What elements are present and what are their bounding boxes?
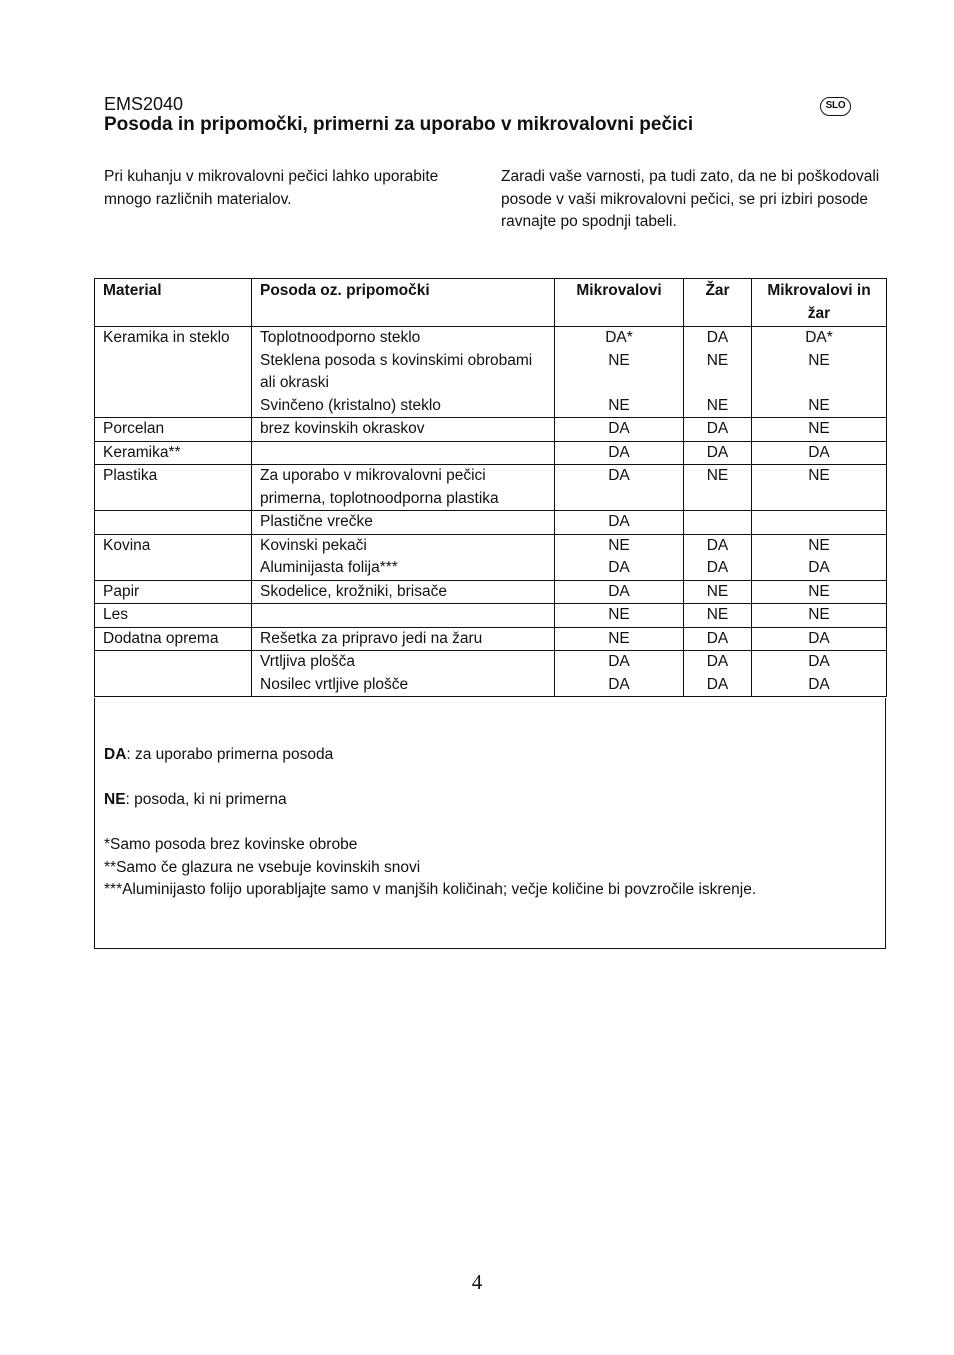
legend-note: **Samo če glazura ne vsebuje kovinskih snovi (104, 858, 421, 876)
table-row (95, 651, 887, 697)
cell-items-line: Steklena posoda s kovinskimi obrobami (260, 351, 533, 369)
header-material: Material (95, 279, 252, 327)
table-row (95, 465, 887, 511)
cell-items (252, 534, 555, 580)
cell-items-line (260, 442, 546, 465)
cell-items-line: Skodelice, krožniki, brisače (260, 582, 447, 600)
cell-grill (684, 441, 752, 465)
cell-items-line: Rešetka za pripravo jedi na žaru (260, 629, 483, 647)
header-items: Posoda oz. pripomočki (252, 279, 555, 327)
cell-microwave-line: NE (608, 629, 630, 647)
cell-microwave-grill-line: NE (808, 351, 830, 369)
cell-grill-line: DA (706, 559, 729, 576)
cell-microwave-line: DA (608, 559, 630, 576)
cell-items-line: Plastične vrečke (260, 513, 373, 530)
page-number: 4 (471, 1270, 483, 1294)
table-row (95, 580, 887, 604)
cell-items-line: Kovinski pekači (260, 536, 367, 554)
cell-microwave-grill (752, 441, 887, 465)
cell-microwave-line: DA (608, 467, 630, 484)
cell-items-line: Nosilec vrtljive plošče (260, 675, 409, 693)
cell-items (252, 604, 555, 628)
cell-grill (684, 534, 752, 580)
intro-right-text: Zaradi vaše varnosti, pa tudi zato, da ne bi poškodovali posode v vaši mikrovalovni pečici, se pri izbiri posode ravnajte po spodnji tabeli. (501, 168, 880, 230)
cell-grill (684, 604, 752, 628)
cell-grill-line (692, 372, 743, 395)
legend-note: *Samo posoda brez kovinske obrobe (104, 836, 358, 853)
cell-microwave-grill (752, 604, 887, 628)
cell-grill-line: NE (706, 606, 729, 623)
language-badge: SLO (820, 97, 851, 116)
legend-ne-key: NE (104, 791, 126, 808)
cell-grill-line (692, 511, 743, 534)
cell-items (252, 441, 555, 465)
cell-microwave-line: DA (608, 582, 630, 600)
cell-grill (684, 627, 752, 651)
cell-material: Kovina (95, 534, 252, 580)
cell-microwave (555, 511, 684, 535)
cell-microwave-grill (752, 327, 887, 418)
cell-microwave-grill-line: DA (808, 675, 830, 693)
table-row (95, 604, 887, 628)
cell-microwave-line: NE (608, 351, 630, 369)
cell-grill (684, 580, 752, 604)
legend-ne (104, 789, 756, 812)
table-row (95, 534, 887, 580)
cell-microwave-line: DA (608, 675, 630, 693)
legend-da-key: DA (104, 746, 127, 763)
table-header-row (95, 279, 887, 327)
header-microwave-grill: Mikrovalovi in žar (752, 279, 887, 327)
cell-microwave-line: NE (608, 396, 630, 414)
page-header (104, 94, 864, 136)
cell-material: Porcelan (95, 418, 252, 442)
cell-microwave (555, 604, 684, 628)
cell-microwave-grill (752, 418, 887, 442)
cell-grill-line: NE (706, 467, 729, 484)
page-title: Posoda in pripomočki, primerni za uporabo v mikrovalovni pečici (104, 114, 694, 135)
model-name: EMS2040 (104, 94, 184, 114)
cell-items (252, 580, 555, 604)
cell-items (252, 418, 555, 442)
cell-grill-line: DA (706, 629, 729, 647)
table-row (95, 327, 887, 418)
cell-microwave-grill (752, 534, 887, 580)
cell-grill-line: DA (706, 420, 729, 437)
cell-items-line: Vrtljiva plošča (260, 653, 356, 670)
cell-microwave-grill (752, 511, 887, 535)
cell-microwave-grill-line: NE (808, 420, 830, 437)
cell-microwave-grill-line (760, 511, 878, 534)
cell-microwave-grill-line: NE (808, 396, 830, 414)
cell-grill (684, 511, 752, 535)
cell-grill-line: NE (706, 351, 729, 369)
cell-items (252, 651, 555, 697)
header-microwave: Mikrovalovi (555, 279, 684, 327)
cell-microwave-grill-line: DA (808, 629, 830, 647)
cell-material: Keramika** (95, 441, 252, 465)
cell-material: Dodatna oprema (95, 627, 252, 651)
cell-microwave-line: DA (608, 653, 630, 670)
cell-grill (684, 418, 752, 442)
cell-grill-line: DA (706, 536, 729, 554)
cell-microwave (555, 465, 684, 511)
intro-left (104, 166, 474, 211)
cell-microwave (555, 580, 684, 604)
cell-microwave-grill-line: NE (808, 467, 830, 484)
cell-microwave-line: DA (608, 420, 630, 437)
cell-microwave (555, 418, 684, 442)
cell-microwave-line: NE (608, 536, 630, 554)
table-row (95, 441, 887, 465)
cell-items (252, 511, 555, 535)
legend-da-text: : za uporabo primerna posoda (126, 746, 334, 763)
cell-microwave-grill (752, 465, 887, 511)
cell-microwave (555, 534, 684, 580)
cell-items (252, 627, 555, 651)
cell-microwave-grill-line: DA (808, 559, 830, 576)
legend-da (104, 744, 756, 767)
cell-microwave-line: DA (608, 443, 630, 461)
cell-microwave-grill (752, 651, 887, 697)
cell-microwave-grill (752, 580, 887, 604)
cell-items (252, 465, 555, 511)
cell-items-line: Svinčeno (kristalno) steklo (260, 396, 441, 414)
cell-items-line: Aluminijasta folija*** (260, 559, 398, 576)
cell-microwave-grill-line (760, 372, 878, 395)
table-body (95, 327, 887, 697)
cell-microwave (555, 441, 684, 465)
cell-microwave-grill-line: NE (808, 606, 830, 623)
cell-grill (684, 327, 752, 418)
cell-microwave (555, 627, 684, 651)
cell-microwave-grill-line: DA (808, 443, 830, 461)
cell-microwave-grill-line: NE (808, 536, 830, 554)
cell-microwave-grill-line: DA (808, 653, 830, 670)
cell-material: Keramika in steklo (95, 327, 252, 418)
intro-left-text: Pri kuhanju v mikrovalovni pečici lahko uporabite mnogo različnih materialov. (104, 168, 439, 208)
cell-grill (684, 651, 752, 697)
cell-material (95, 651, 252, 697)
cell-items-line: Za uporabo v mikrovalovni pečici (260, 467, 486, 484)
legend-note: ***Aluminijasto folijo uporabljajte samo v manjših količinah; večje količine bi povzročile iskrenje. (104, 881, 757, 898)
cell-grill (684, 465, 752, 511)
cell-items-line: brez kovinskih okraskov (260, 420, 425, 437)
cookware-table (94, 278, 887, 697)
cell-microwave-line (563, 372, 675, 395)
legend-ne-text: : posoda, ki ni primerna (125, 791, 287, 808)
cell-microwave-grill-line: NE (808, 582, 830, 600)
cell-grill-line: NE (706, 582, 729, 600)
header-grill: Žar (684, 279, 752, 327)
cell-items-line: ali okraski (260, 374, 329, 391)
legend-box (94, 698, 886, 949)
cell-microwave-grill-line: DA* (805, 329, 833, 346)
cell-microwave-grill (752, 627, 887, 651)
cell-material: Papir (95, 580, 252, 604)
cell-microwave-line: DA (608, 513, 630, 530)
cell-material (95, 511, 252, 535)
cell-items-line: Toplotnoodporno steklo (260, 329, 421, 346)
table-row (95, 418, 887, 442)
cell-items-line (260, 604, 546, 627)
cell-items (252, 327, 555, 418)
cell-microwave-line: NE (608, 606, 630, 623)
cell-microwave (555, 651, 684, 697)
cell-material: Plastika (95, 465, 252, 511)
cell-microwave-line: DA* (605, 329, 633, 346)
cell-items-line: primerna, toplotnoodporna plastika (260, 489, 499, 507)
cell-grill-line: DA (706, 675, 729, 693)
cell-grill-line: DA (706, 443, 729, 461)
cell-grill-line: DA (706, 329, 729, 346)
intro-right (501, 166, 886, 234)
cell-grill-line: NE (706, 396, 729, 414)
cell-microwave (555, 327, 684, 418)
cell-material: Les (95, 604, 252, 628)
cell-grill-line: DA (706, 653, 729, 670)
table-row (95, 511, 887, 535)
table-row (95, 627, 887, 651)
